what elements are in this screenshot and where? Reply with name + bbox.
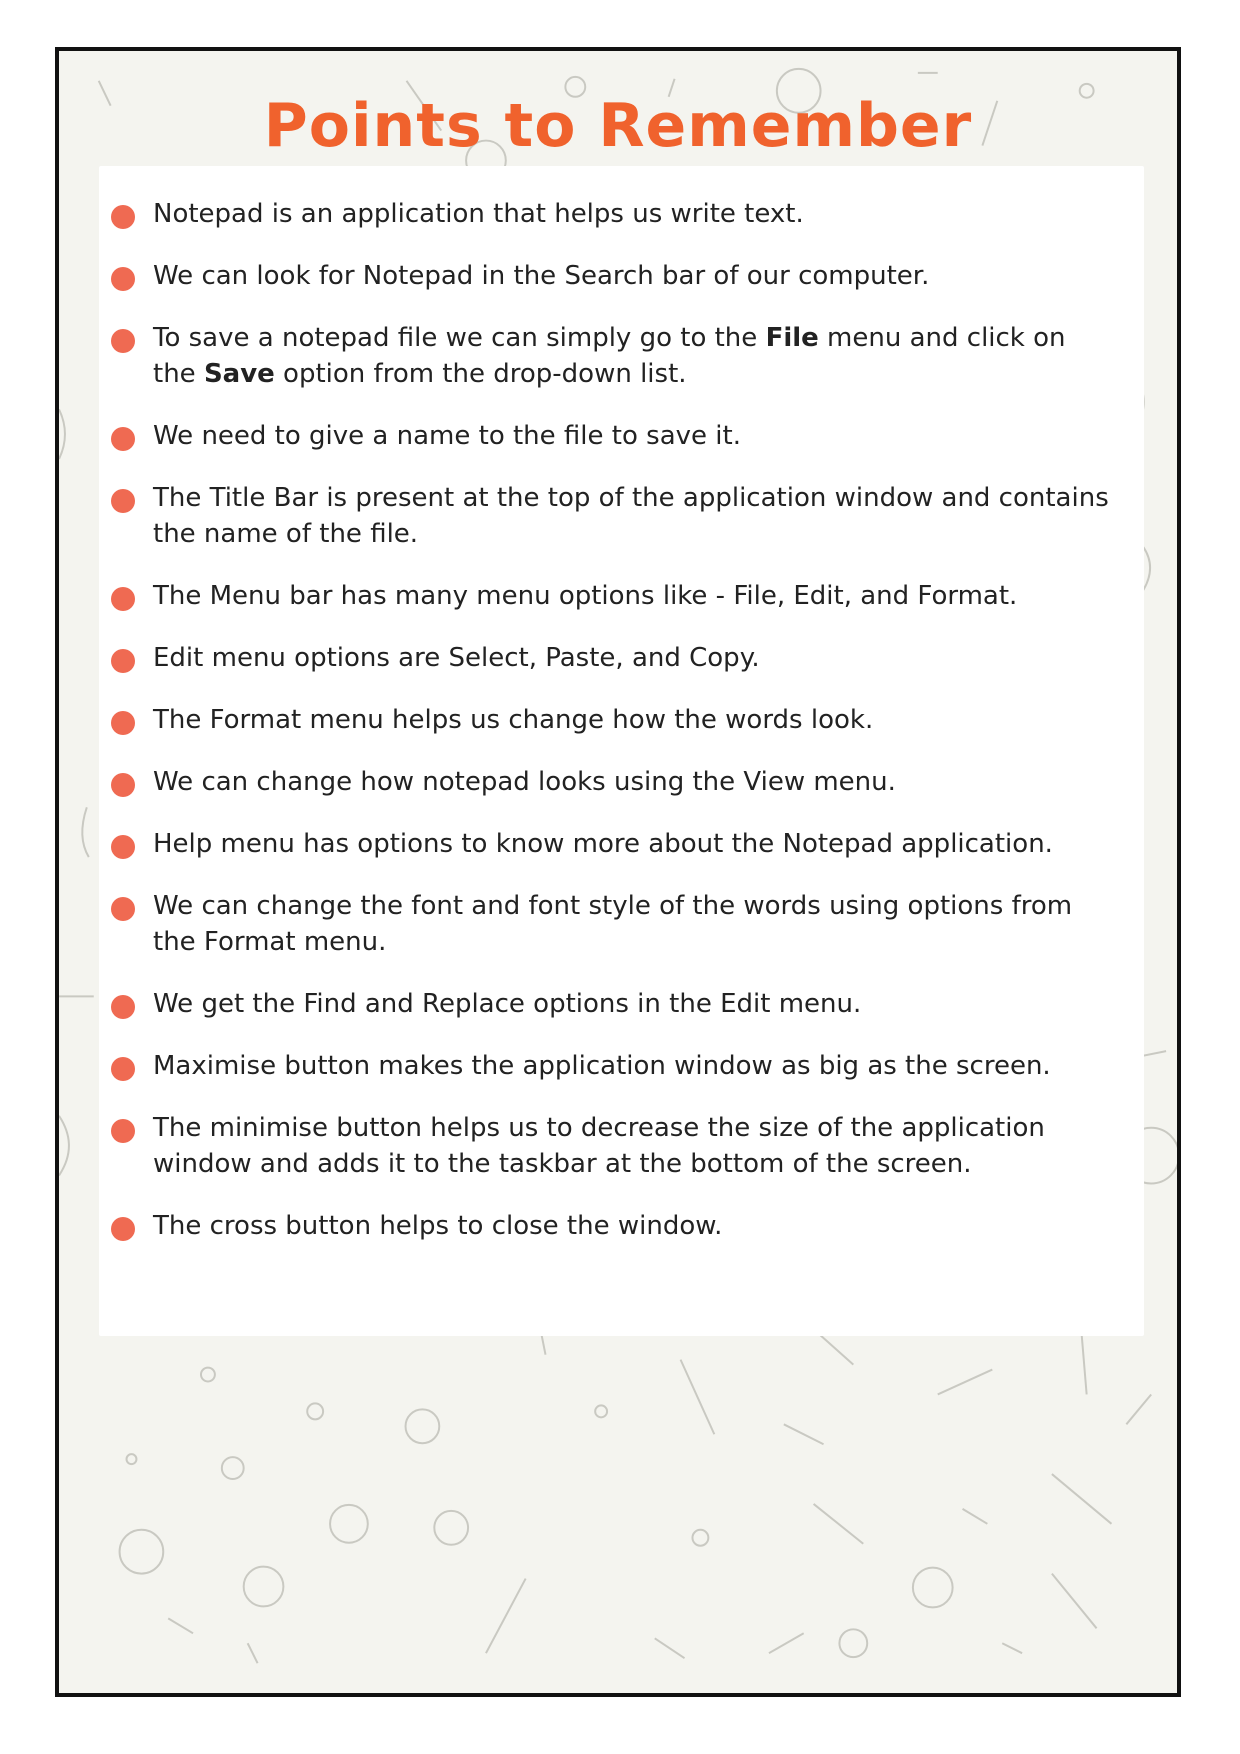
bullet-dot-icon <box>111 587 135 611</box>
list-item <box>111 986 1111 1022</box>
list-item <box>111 196 1111 232</box>
bullet-dot-icon <box>111 1119 135 1143</box>
bullet-dot-icon <box>111 711 135 735</box>
point-text: The Title Bar is present at the top of the application window and contains the name of the file. <box>153 483 1109 549</box>
file-menu-term: File <box>765 323 819 353</box>
bullet-dot-icon <box>111 205 135 229</box>
bullet-dot-icon <box>111 1057 135 1081</box>
point-text: We get the Find and Replace options in the Edit menu. <box>153 989 862 1019</box>
bullet-dot-icon <box>111 835 135 859</box>
points-list <box>111 196 1111 1270</box>
point-text: The Menu bar has many menu options like - File, Edit, and Format. <box>153 581 1018 611</box>
list-item <box>111 320 1111 392</box>
list-item <box>111 418 1111 454</box>
bullet-dot-icon <box>111 773 135 797</box>
point-text: We can look for Notepad in the Search bar of our computer. <box>153 261 930 291</box>
list-item <box>111 826 1111 862</box>
bullet-dot-icon <box>111 427 135 451</box>
point-text: Maximise button makes the application window as big as the screen. <box>153 1051 1051 1081</box>
point-text: The minimise button helps us to decrease the size of the application window and adds it to the taskbar at the bottom of the screen. <box>153 1113 1045 1179</box>
bullet-dot-icon <box>111 1217 135 1241</box>
point-text: Notepad is an application that helps us write text. <box>153 199 804 229</box>
point-text: Edit menu options are Select, Paste, and Copy. <box>153 643 760 673</box>
text-segment: menu and click on the <box>153 323 1066 389</box>
list-item <box>111 702 1111 738</box>
text-segment: option from the drop-down list. <box>274 359 687 389</box>
save-option-term: Save <box>203 359 275 389</box>
point-text <box>153 323 1066 389</box>
bullet-dot-icon <box>111 489 135 513</box>
point-text: We need to give a name to the file to save it. <box>153 421 741 451</box>
list-item <box>111 888 1111 960</box>
bullet-dot-icon <box>111 329 135 353</box>
point-text: The cross button helps to close the window. <box>153 1211 723 1241</box>
point-text: The Format menu helps us change how the words look. <box>153 705 874 735</box>
list-item <box>111 640 1111 676</box>
list-item <box>111 578 1111 614</box>
list-item <box>111 480 1111 552</box>
list-item <box>111 1110 1111 1182</box>
list-item <box>111 1048 1111 1084</box>
bullet-dot-icon <box>111 267 135 291</box>
point-text: We can change the font and font style of the words using options from the Format menu. <box>153 891 1073 957</box>
bullet-dot-icon <box>111 897 135 921</box>
bullet-dot-icon <box>111 995 135 1019</box>
bullet-dot-icon <box>111 649 135 673</box>
list-item <box>111 258 1111 294</box>
page-title: Points to Remember <box>263 91 973 161</box>
text-segment: To save a notepad file we can simply go to the <box>153 323 766 353</box>
page-frame <box>55 47 1181 1697</box>
point-text: Help menu has options to know more about the Notepad application. <box>153 829 1053 859</box>
point-text: We can change how notepad looks using the View menu. <box>153 767 896 797</box>
list-item <box>111 764 1111 800</box>
list-item <box>111 1208 1111 1244</box>
